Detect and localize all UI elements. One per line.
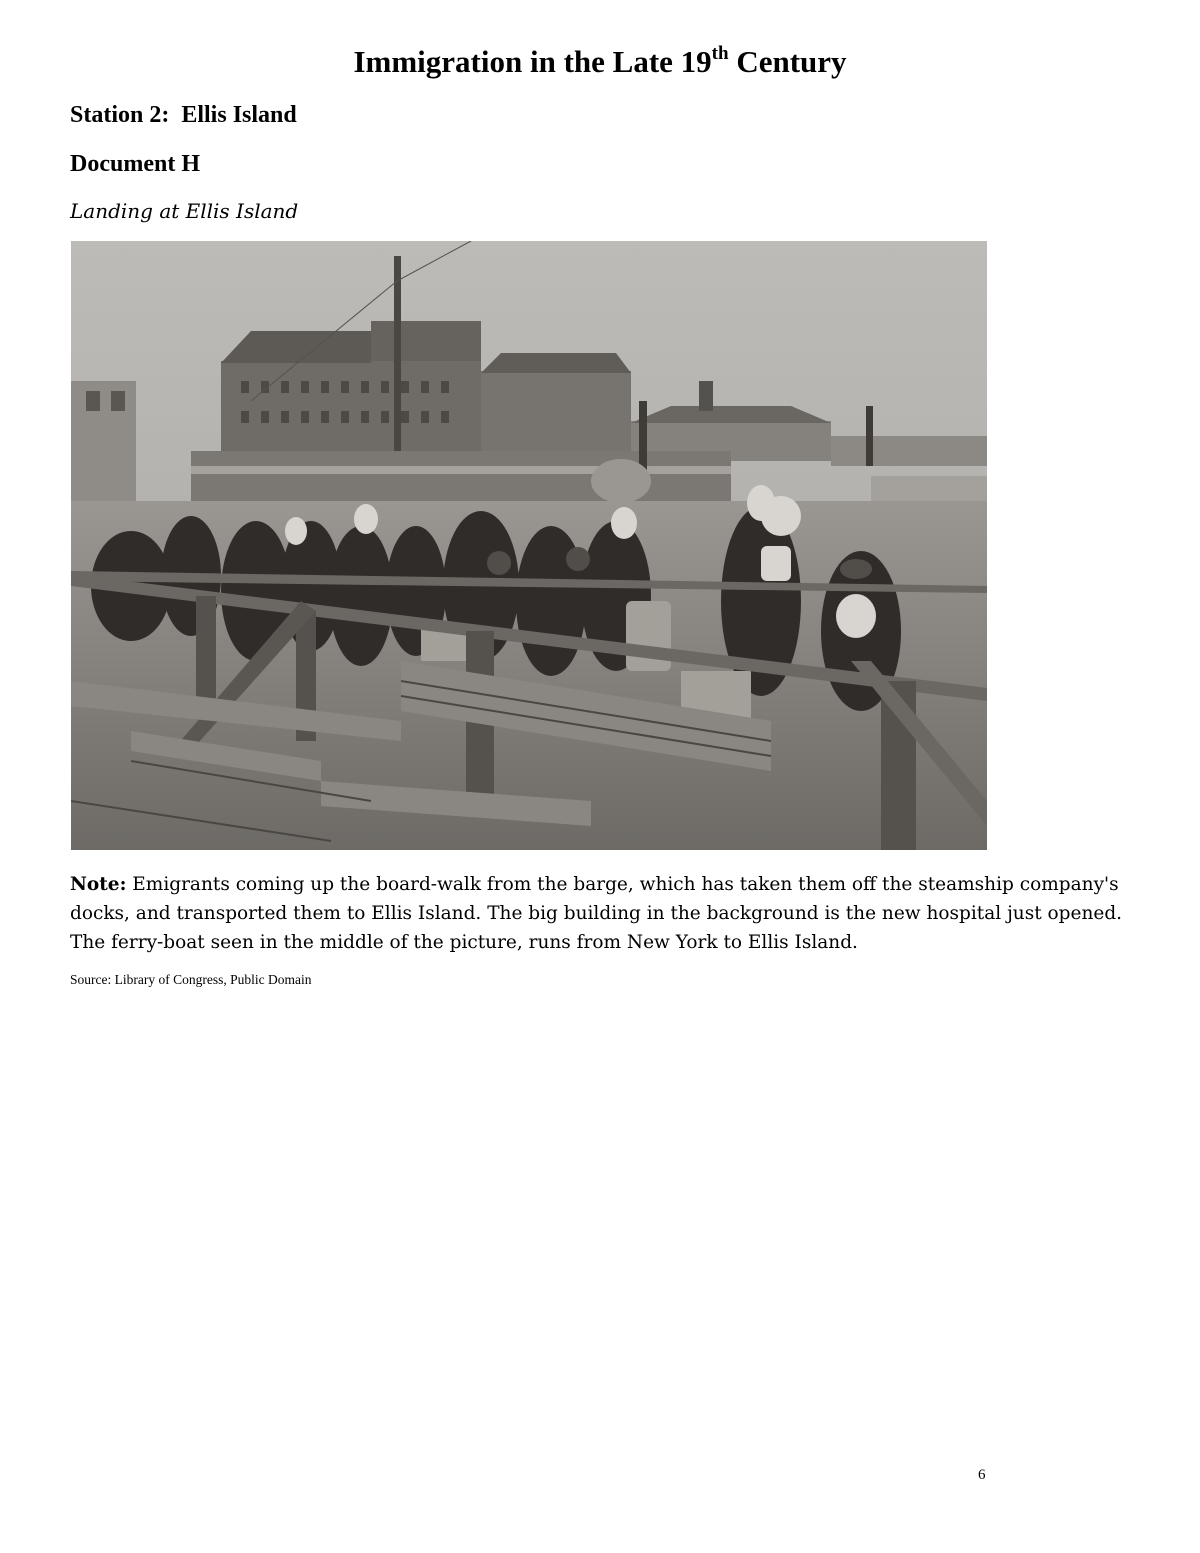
source-citation: Source: Library of Congress, Public Domain [70,972,312,987]
photo-caption: Landing at Ellis Island [70,199,299,223]
page-title [0,42,1200,82]
photo-note [70,870,1130,957]
document-label: Document H [70,151,200,177]
title-superscript: th [711,43,729,64]
station-heading: Station 2: Ellis Island [70,102,297,128]
note-text: Emigrants coming up the board-walk from the barge, which has taken them off the steamship company's docks, and transported them to Ellis Island. The big building in the background is the new hospital just opened. The ferry-boat seen in the middle of the picture, runs from New York to Ellis Island. [70,874,1123,953]
title-text: Immigration in the Late 19 [353,44,712,79]
title-suffix: Century [728,44,847,79]
note-label: Note: [70,874,127,895]
page-number: 6 [978,1467,986,1483]
ellis-island-photo [71,241,987,850]
